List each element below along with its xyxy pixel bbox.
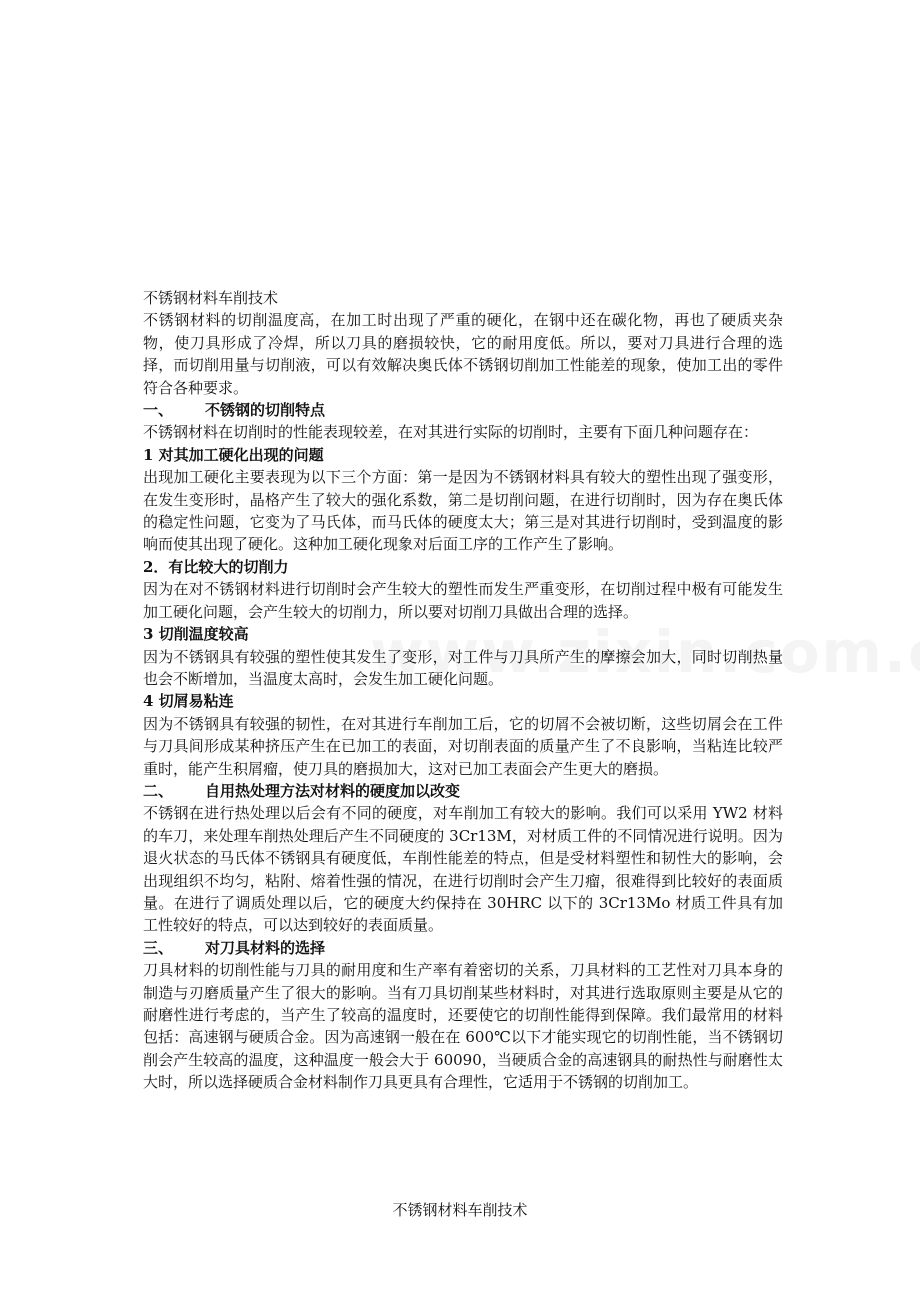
page-footer: 不锈钢材料车削技术 (392, 1201, 528, 1219)
document-body (143, 287, 783, 1094)
subsection-heading: 4 切屑易粘连 (143, 692, 234, 711)
section-heading-2 (143, 780, 783, 802)
section-title: 不锈钢的切削特点 (205, 401, 326, 420)
section-number: 一、 (143, 401, 174, 420)
subsection-body: 因为不锈钢具有较强的韧性，在对其进行车削加工后，它的切屑不会被切断，这些切屑会在工件与刀具间形成某种挤压产生在已加工的表面，对切削表面的质量产生了不良影响，当粘连比较严重时，能产生积屑瘤，使刀具的磨损加大，这对已加工表面会产生更大的磨损。 (143, 714, 783, 778)
subsection-heading: 2．有比较大的切削力 (143, 557, 289, 576)
section-body: 不锈钢在进行热处理以后会有不同的硬度，对车削加工有较大的影响。我们可以采用 YW2 材料的车刀，来处理车削热处理后产生不同硬度的 3Cr13M，对材质工件的不同情况进行说明。因为退火状态的马氏体不锈钢具有硬度低，车削性能差的特点，但是受材料塑性和韧性大的影响，会出现组织不均匀，粘附、熔着性强的情况，在进行切削时会产生刀瘤，很难得到比较好的表面质量。在进行了调质处理以后，它的硬度大约保持在 30HRC 以下的 3Cr13Mo 材质工件具有加工性较好的特点，可以达到较好的表面质量。 (143, 804, 783, 935)
section-heading-3 (143, 937, 783, 959)
intro-paragraph: 不锈钢材料的切削温度高，在加工时出现了严重的硬化，在钢中还在碳化物，再也了硬质夹杂物，使刀具形成了冷焊，所以刀具的磨损较快，它的耐用度低。所以，要对刀具进行合理的选择，而切削用量与切削液，可以有效解决奥氏体不锈钢切削加工性能差的现象，使加工出的零件符合各种要求。 (143, 311, 783, 397)
section-title: 对刀具材料的选择 (205, 938, 326, 957)
section-title: 自用热处理方法对材料的硬度加以改变 (205, 781, 461, 800)
subsection-body: 出现加工硬化主要表现为以下三个方面：第一是因为不锈钢材料具有较大的塑性出现了强变形，在发生变形时，晶格产生了较大的强化系数，第二是切削问题，在进行切削时，因为存在奥氏体的稳定性问题，它变为了马氏体，而马氏体的硬度太大；第三是对其进行切削时，受到温度的影响而使其出现了硬化。这种加工硬化现象对后面工序的工作产生了影响。 (143, 468, 783, 554)
section-body: 刀具材料的切削性能与刀具的耐用度和生产率有着密切的关系，刀具材料的工艺性对刀具本身的制造与刃磨质量产生了很大的影响。当有刀具切削某些材料时，对其进行选取原则主要是从它的耐磨性进行考虑的，当产生了较高的温度时，还要使它的切削性能得到保障。我们最常用的材料包括：高速钢与硬质合金。因为高速钢一般在在 600℃以下才能实现它的切削性能，当不锈钢切削会产生较高的温度，这种温度一般会大于 60090，当硬质合金的高速钢具的耐热性与耐磨性太大时，所以选择硬质合金材料制作刀具更具有合理性，它适用于不锈钢的切削加工。 (143, 961, 783, 1092)
subsection-body: 因为不锈钢具有较强的塑性使其发生了变形，对工件与刀具所产生的摩擦会加大，同时切削热量也会不断增加，当温度太高时，会发生加工硬化问题。 (143, 647, 783, 688)
section-heading-1 (143, 399, 783, 421)
section-lead: 不锈钢材料在切削时的性能表现较差，在对其进行实际的切削时，主要有下面几种问题存在： (143, 423, 759, 442)
section-number: 二、 (143, 781, 174, 800)
subsection-body: 因为在对不锈钢材料进行切削时会产生较大的塑性而发生严重变形，在切削过程中极有可能发生加工硬化问题，会产生较大的切削力，所以要对切削刀具做出合理的选择。 (143, 580, 783, 621)
section-number: 三、 (143, 938, 174, 957)
subsection-heading: 1 对其加工硬化出现的问题 (143, 445, 324, 464)
document-title: 不锈钢材料车削技术 (143, 289, 279, 307)
subsection-heading: 3 切削温度较高 (143, 625, 249, 644)
